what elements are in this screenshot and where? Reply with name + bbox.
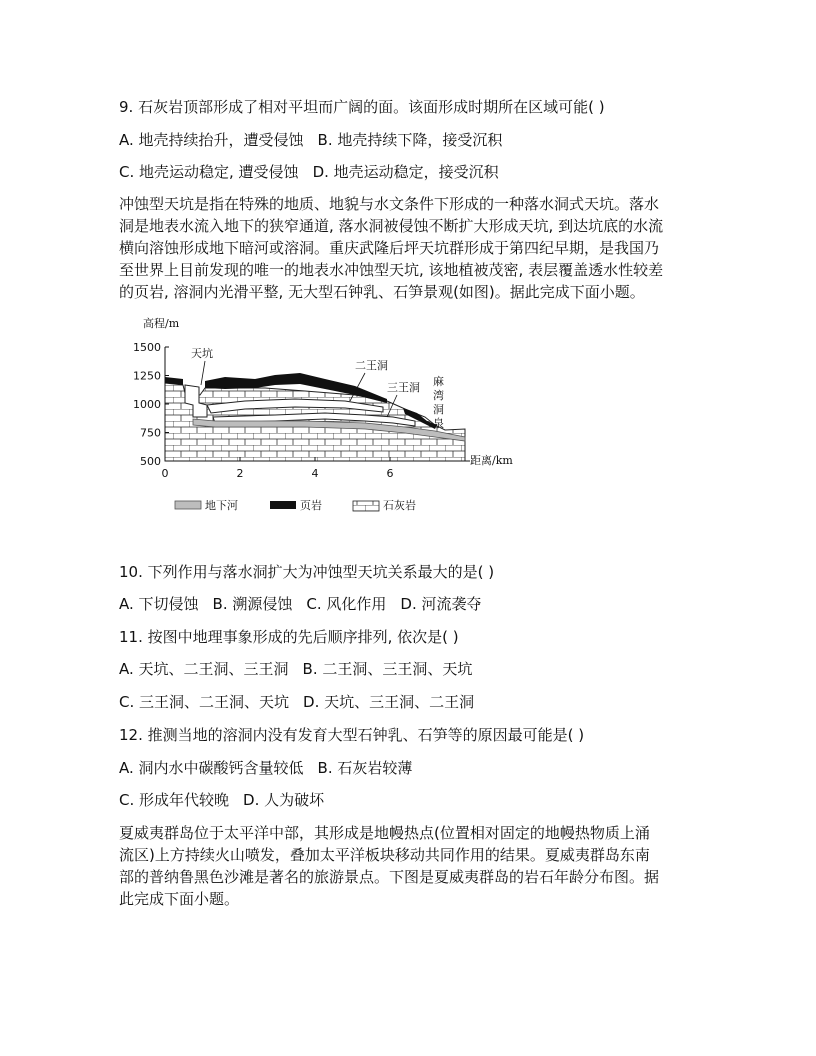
option-a[interactable]: A. 下切侵蚀	[119, 595, 199, 613]
y-tick-label: 1000	[133, 398, 161, 411]
option-b[interactable]: B. 石灰岩较薄	[317, 759, 413, 777]
x-tick-label: 6	[386, 467, 394, 480]
passage-line: 的页岩, 溶洞内光滑平整, 无大型石钟乳、石笋景观(如图)。据此完成下面小题。	[119, 283, 645, 301]
y-ticks	[133, 341, 169, 468]
option-c[interactable]: C. 三王洞、二王洞、天坑	[119, 693, 290, 711]
question-9-options-row-2	[119, 161, 499, 183]
option-d[interactable]: D. 天坑、三王洞、二王洞	[303, 693, 475, 711]
legend-swatch-limestone	[353, 501, 379, 511]
question-12-options-row-2	[119, 789, 324, 811]
option-c[interactable]: C. 地壳运动稳定, 遭受侵蚀	[119, 163, 299, 181]
question-9-stem: 9. 石灰岩顶部形成了相对平坦而广阔的面。该面形成时期所在区域可能( )	[119, 98, 605, 116]
passage-line: 洞是地表水流入地下的狭窄通道, 落水洞被侵蚀不断扩大形成天坑, 到达坑底的水流	[119, 217, 664, 235]
label-tiankeng: 天坑	[191, 347, 213, 360]
legend-label-river: 地下河	[205, 499, 238, 512]
passage-line: 横向溶蚀形成地下暗河或溶洞。重庆武隆后坪天坑群形成于第四纪早期，是我国乃	[119, 239, 660, 257]
question-12-options-row-1	[119, 757, 412, 779]
y-axis-label: 高程/m	[143, 317, 180, 330]
option-d[interactable]: D. 人为破坏	[243, 791, 325, 809]
question-11-options-row-1	[119, 658, 472, 680]
passage-line: 至世界上目前发现的唯一的地表水冲蚀型天坑, 该地植被茂密, 表层覆盖透水性较差	[119, 261, 664, 279]
label-mawan: 泉	[433, 417, 444, 430]
x-tick-label: 4	[311, 467, 319, 480]
option-b[interactable]: B. 地壳持续下降，接受沉积	[317, 131, 503, 149]
option-a[interactable]: A. 天坑、二王洞、三王洞	[119, 660, 289, 678]
question-12-stem: 12. 推测当地的溶洞内没有发育大型石钟乳、石笋等的原因最可能是( )	[119, 726, 585, 744]
passage-line: 冲蚀型天坑是指在特殊的地质、地貌与水文条件下形成的一种落水洞式天坑。落水	[119, 195, 660, 213]
option-a[interactable]: A. 地壳持续抬升，遭受侵蚀	[119, 131, 304, 149]
option-a[interactable]: A. 洞内水中碳酸钙含量较低	[119, 759, 304, 777]
question-11-stem: 11. 按图中地理事象形成的先后顺序排列, 依次是( )	[119, 628, 459, 646]
leader-tiankeng	[201, 361, 205, 385]
label-erwang: 二王洞	[355, 359, 388, 372]
question-9-options-row-1	[119, 129, 502, 151]
cross-section-figure	[125, 313, 525, 523]
question-10-options	[119, 593, 481, 615]
passage-line: 夏威夷群岛位于太平洋中部，其形成是地幔热点(位置相对固定的地幔热物质上涌	[119, 824, 650, 842]
passage-line: 此完成下面小题。	[119, 890, 240, 908]
option-c[interactable]: C. 形成年代较晚	[119, 791, 230, 809]
label-mawan: 麻	[433, 375, 444, 388]
option-b[interactable]: B. 二王洞、三王洞、天坑	[302, 660, 473, 678]
passage-line: 流区)上方持续火山喷发，叠加太平洋板块移动共同作用的结果。夏威夷群岛东南	[119, 846, 650, 864]
option-d[interactable]: D. 河流袭夺	[400, 595, 482, 613]
y-tick-label: 1250	[133, 369, 161, 383]
legend	[175, 498, 416, 512]
option-c[interactable]: C. 风化作用	[306, 595, 387, 613]
legend-label-shale: 页岩	[300, 499, 322, 512]
passage-hawaii	[119, 822, 701, 910]
label-mawan: 洞	[433, 403, 444, 416]
legend-label-limestone: 石灰岩	[383, 499, 416, 512]
option-d[interactable]: D. 地壳运动稳定，接受沉积	[312, 163, 499, 181]
legend-swatch-shale	[270, 501, 296, 509]
legend-swatch-river	[175, 501, 201, 509]
x-tick-label: 0	[161, 467, 169, 480]
label-sanwang: 三王洞	[387, 381, 420, 394]
passage-line: 部的普纳鲁黑色沙滩是著名的旅游景点。下图是夏威夷群岛的岩石年龄分布图。据	[119, 868, 660, 886]
option-b[interactable]: B. 溯源侵蚀	[212, 595, 293, 613]
x-axis-label: 距离/km	[470, 454, 513, 467]
passage-tiankeng	[119, 193, 701, 303]
y-tick-label: 750	[140, 426, 161, 440]
x-tick-label: 2	[236, 467, 244, 480]
question-10-stem: 10. 下列作用与落水洞扩大为冲蚀型天坑关系最大的是( )	[119, 563, 495, 581]
y-tick-label: 1500	[133, 341, 161, 354]
question-11-options-row-2	[119, 691, 474, 713]
label-mawan: 湾	[433, 389, 444, 402]
y-tick-label: 500	[140, 455, 161, 468]
